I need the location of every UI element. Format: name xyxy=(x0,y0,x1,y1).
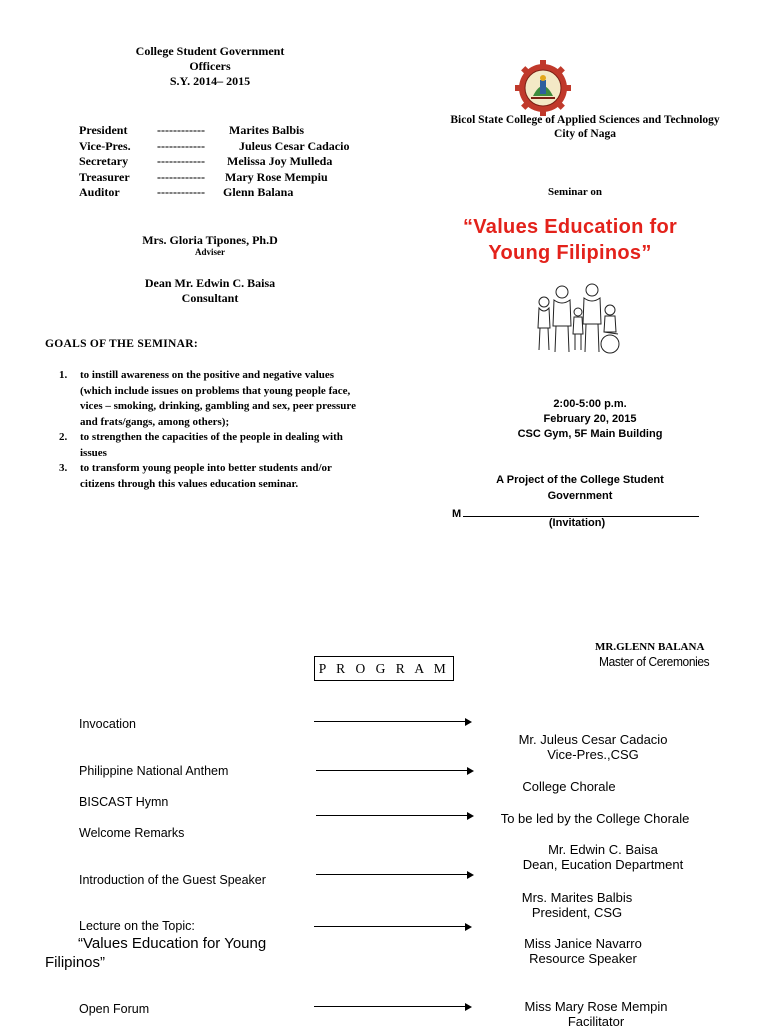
officers-title: Officers xyxy=(189,59,231,73)
goal-number: 1. xyxy=(59,369,68,381)
event-venue: CSC Gym, 5F Main Building xyxy=(517,428,663,440)
officer-name: Melissa Joy Mulleda xyxy=(227,154,333,168)
responsible-line2: Resource Speaker xyxy=(529,951,637,966)
arrow-right-icon xyxy=(316,812,474,820)
program-item: Invocation xyxy=(79,717,136,731)
goal-text: to strengthen the capacities of the people in dealing with issues xyxy=(80,431,343,459)
officer-position: Auditor xyxy=(79,185,120,199)
seminar-title-line2: Young Filipinos” xyxy=(488,242,652,264)
officer-position: Vice-Pres. xyxy=(79,138,131,153)
adviser-label: Adviser xyxy=(195,247,225,257)
officer-row xyxy=(79,170,379,186)
lecture-topic xyxy=(45,934,345,972)
event-time: 2:00-5:00 p.m. xyxy=(553,398,627,410)
responsible-line1: To be led by the College Chorale xyxy=(500,811,690,826)
program-item: Introduction of the Guest Speaker xyxy=(79,873,266,887)
program-item: BISCAST Hymn xyxy=(79,795,169,809)
goal-number: 3. xyxy=(59,462,68,474)
program-item: Philippine National Anthem xyxy=(79,764,229,778)
goal-text: to instill awareness on the positive and negative values (which include issues on problems that young people face, vices – smoking, drinking, gambling and sex, peer pressure and frats/gangs, among others); xyxy=(80,369,356,428)
program-title: P R O G R A M xyxy=(314,656,454,681)
csg-officers-header xyxy=(95,44,325,89)
responsible-line2: President, CSG xyxy=(531,905,623,920)
officer-dashes: ------------ xyxy=(157,185,205,199)
mc-name: MR.GLENN BALANA xyxy=(595,641,705,653)
consultant-label: Consultant xyxy=(181,291,239,305)
program-responsible xyxy=(466,999,726,1029)
lecture-topic-line1: “Values Education for Young xyxy=(78,935,267,952)
responsible-line1: Miss Janice Navarro xyxy=(524,936,642,951)
lecture-topic-line2: Filipinos” xyxy=(45,954,106,971)
program-item: Welcome Remarks xyxy=(79,826,185,840)
program-responsible xyxy=(453,936,713,966)
invitee-blank xyxy=(463,505,699,517)
officer-dashes: ------------ xyxy=(157,169,205,184)
responsible-line1: College Chorale xyxy=(522,779,616,794)
arrow-right-icon xyxy=(314,1003,472,1011)
goal-text: to transform young people into better students and/or citizens through this values education seminar. xyxy=(80,462,332,490)
goals-list xyxy=(50,368,360,492)
seminar-title-line1: “Values Education for xyxy=(462,216,678,238)
program-responsible xyxy=(473,842,733,872)
responsible-line2: Vice-Pres.,CSG xyxy=(547,747,639,762)
officer-name: Glenn Balana xyxy=(223,185,294,199)
adviser-name: Mrs. Gloria Tipones, Ph.D xyxy=(142,233,278,247)
seminar-on-label: Seminar on xyxy=(548,186,602,198)
consultant-block xyxy=(95,276,325,306)
officer-row xyxy=(79,123,379,139)
program-responsible xyxy=(463,732,723,762)
event-details xyxy=(470,397,710,442)
officer-dashes: ------------ xyxy=(157,123,205,137)
consultant-name: Dean Mr. Edwin C. Baisa xyxy=(144,276,276,290)
program-responsible xyxy=(447,890,707,920)
officer-position: President xyxy=(79,123,128,137)
goal-item xyxy=(50,430,360,461)
officer-name: Mary Rose Mempiu xyxy=(225,169,328,184)
responsible-line1: Mr. Juleus Cesar Cadacio xyxy=(518,732,668,747)
school-city: City of Naga xyxy=(554,127,616,140)
school-name: Bicol State College of Applied Sciences and Technology xyxy=(450,114,720,126)
project-line1: A Project of the College Student xyxy=(496,474,664,486)
csg-title: College Student Government xyxy=(135,44,285,58)
arrow-right-icon xyxy=(316,767,474,775)
responsible-line1: Mrs. Marites Balbis xyxy=(521,890,633,905)
officer-row xyxy=(79,185,379,201)
school-year: S.Y. 2014– 2015 xyxy=(169,74,251,88)
officer-dashes: ------------ xyxy=(157,154,205,168)
seminar-title xyxy=(420,214,720,266)
mc-role: Master of Ceremonies xyxy=(599,654,710,669)
officer-row xyxy=(79,139,379,155)
responsible-line2: Dean, Eucation Department xyxy=(522,857,684,872)
goal-item xyxy=(50,461,360,492)
project-line2: Government xyxy=(547,490,613,502)
arrow-right-icon xyxy=(314,718,472,726)
arrow-right-icon xyxy=(316,871,474,879)
officer-name: Marites Balbis xyxy=(229,123,304,137)
adviser-block xyxy=(95,233,325,257)
program-responsible xyxy=(439,779,699,794)
arrow-right-icon xyxy=(314,923,472,931)
program-responsible xyxy=(460,811,730,826)
responsible-line2: Facilitator xyxy=(567,1014,625,1029)
officers-list xyxy=(79,123,379,201)
college-seal-icon xyxy=(513,58,573,118)
program-item: Open Forum xyxy=(79,1002,150,1016)
program-item: Lecture on the Topic: xyxy=(79,919,195,933)
responsible-line1: Miss Mary Rose Mempin xyxy=(524,999,668,1014)
officer-dashes: ------------ xyxy=(157,138,205,153)
family-sketch-icon xyxy=(530,282,622,356)
school-header xyxy=(440,114,730,141)
invitation-label: (Invitation) xyxy=(548,517,606,529)
responsible-line1: Mr. Edwin C. Baisa xyxy=(548,842,658,857)
officer-position: Treasurer xyxy=(79,169,130,184)
officer-row xyxy=(79,154,379,170)
goals-title: GOALS OF THE SEMINAR: xyxy=(45,338,198,350)
event-date: February 20, 2015 xyxy=(543,413,637,425)
project-credit xyxy=(465,472,695,504)
invitee-prefix: M xyxy=(452,508,462,520)
goal-number: 2. xyxy=(59,431,68,443)
officer-name: Juleus Cesar Cadacio xyxy=(239,138,350,153)
officer-position: Secretary xyxy=(79,154,129,168)
goal-item xyxy=(50,368,360,430)
